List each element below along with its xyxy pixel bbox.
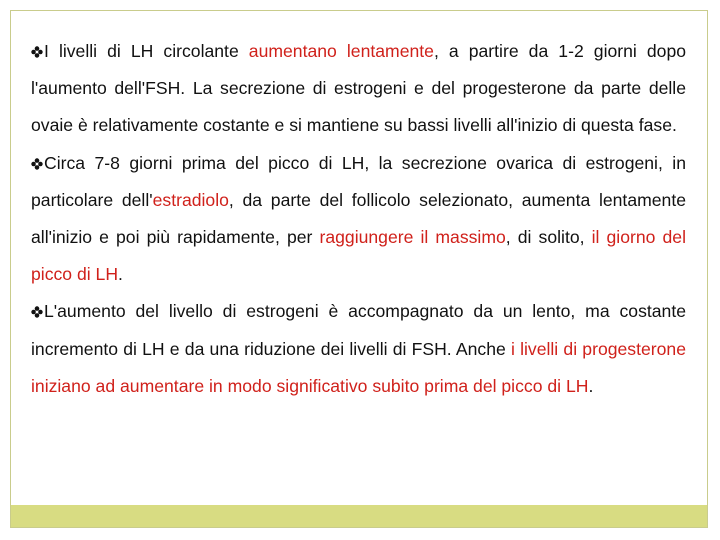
highlighted-text-segment: aumentano lentamente	[248, 41, 434, 61]
text-segment: , da parte del follicolo selezionato, aumenta lentamente all'inizio e poi più rapidamente, per	[31, 189, 687, 248]
diamond-bullet-icon	[31, 146, 43, 158]
text-segment: , di solito,	[505, 227, 592, 248]
diamond-bullet-icon	[31, 34, 43, 46]
text-segment: .	[588, 375, 594, 396]
footer-bar	[11, 505, 707, 527]
highlighted-text-segment: estradiolo	[152, 189, 229, 210]
highlighted-text-segment: il giorno del picco di LH	[31, 227, 686, 285]
bullet-paragraph-3	[31, 293, 686, 405]
text-segment: L'aumento del livello di estrogeni è accompagnato da un lento, ma costante incremento di LH e da una riduzione dei livelli di FSH. Anche	[31, 301, 686, 359]
bullet-paragraph-2	[31, 145, 686, 294]
text-segment: , a partire da 1-2 giorni dopo l'aumento dell'FSH. La secrezione di estrogeni e del progesterone da parte delle ovaie è relativamente costante e si mantiene su bassi livelli all'inizio di questa fase.	[31, 41, 687, 136]
slide-frame	[10, 10, 708, 528]
text-segment: Circa 7-8 giorni prima del picco di LH, la secrezione ovarica di estrogeni, in particolare dell'	[31, 152, 686, 210]
diamond-bullet-icon	[31, 294, 43, 306]
highlighted-text-segment: raggiungere il massimo	[319, 227, 506, 248]
highlighted-text-segment: i livelli di progesterone iniziano ad aumentare in modo significativo subito prima del picco di LH	[31, 338, 686, 396]
text-segment: I livelli di LH circolante	[44, 41, 249, 61]
slide-content	[31, 33, 686, 405]
bullet-paragraph-1	[31, 33, 686, 145]
text-segment: .	[118, 264, 123, 285]
